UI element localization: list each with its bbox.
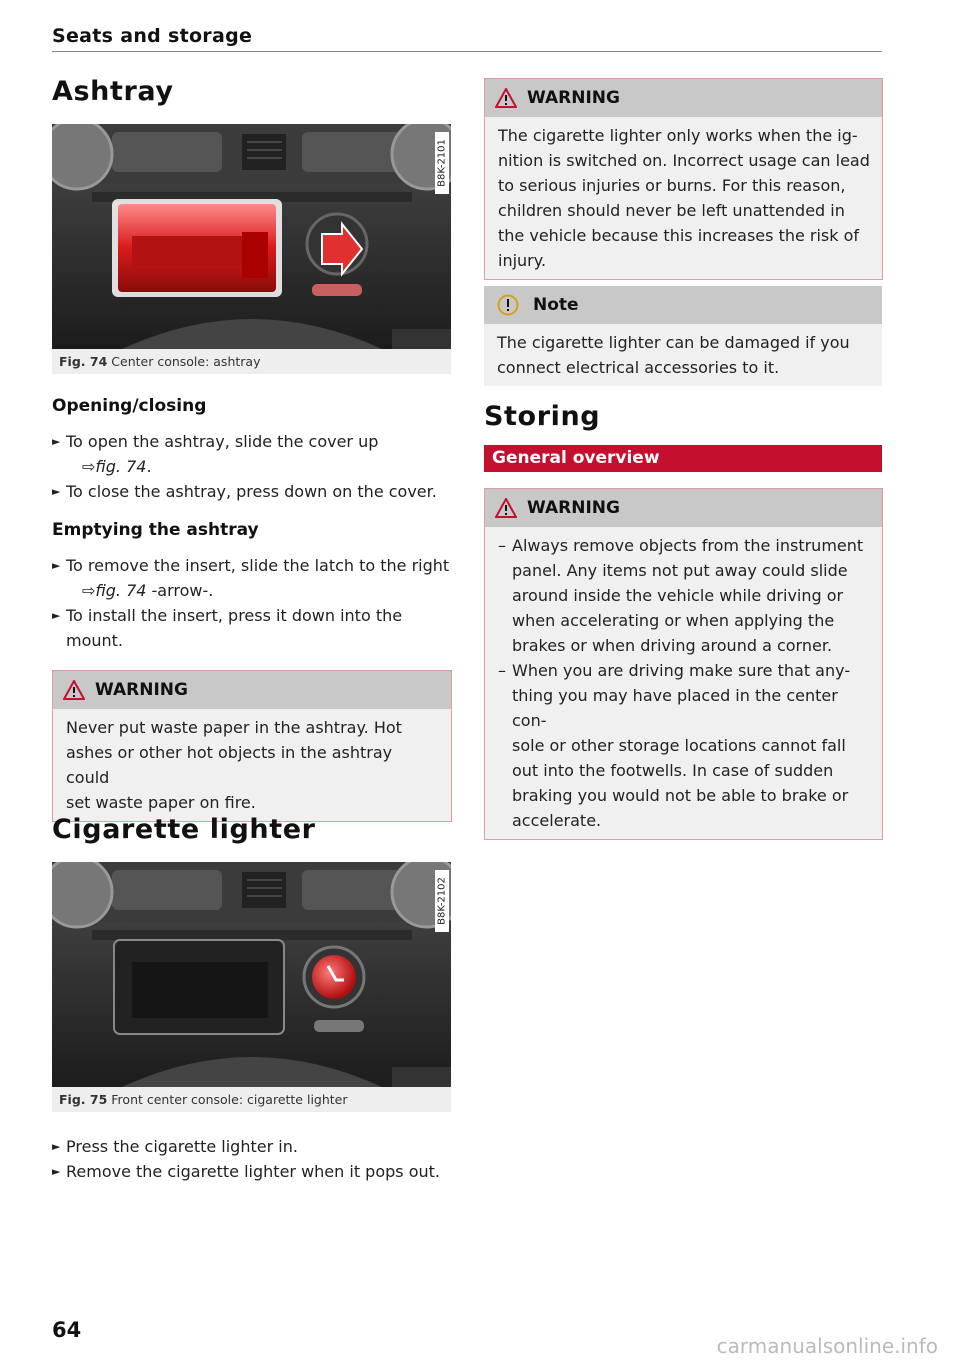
emptying-list [52, 553, 457, 653]
note-info-icon [497, 294, 519, 316]
lighter-list [52, 1134, 452, 1184]
section-header-title: Seats and storage [52, 25, 253, 47]
bullet-triangle-icon: ► [52, 435, 61, 448]
general-overview-bar: General overview [484, 445, 882, 472]
figure-75-code: B8K-2102 [435, 870, 449, 932]
figure-reference-link[interactable]: ⇨fig. 74 [82, 457, 147, 476]
list-item: – When you are driving make sure that any- thing you may have placed in the center con- sole or other storage locations cannot fall out into the footwells. In case of sudden braking you would not be able to brake or accelerate. [498, 661, 851, 830]
list-item: – Always remove objects from the instrument panel. Any items not put away could slide around inside the vehicle while driving or when accelerating or when applying the brakes or when driving around a corner. [498, 536, 864, 655]
figure-75-caption: Fig. 75 Front center console: cigarette lighter [52, 1087, 451, 1112]
warning-text: Never put waste paper in the ashtray. Hot ashes or other hot objects in the ashtray could set waste paper on fire. [66, 718, 402, 812]
lighter-note-box [484, 286, 882, 386]
figure-74 [52, 124, 451, 374]
bullet-triangle-icon: ► [52, 1165, 61, 1178]
ashtray-warning-box [52, 670, 452, 822]
figure-74-image [52, 124, 451, 349]
cigarette-lighter-title: Cigarette lighter [52, 814, 316, 845]
console-lighter-illustration [52, 862, 451, 1087]
list-item-continuation: ⇨fig. 74. [82, 457, 152, 476]
warning-text [485, 527, 882, 839]
console-ashtray-illustration [52, 124, 451, 349]
emptying-heading: Emptying the ashtray [52, 520, 259, 540]
figure-75-image [52, 862, 451, 1087]
list-item: ► To open the ashtray, slide the cover up [52, 429, 452, 454]
warning-triangle-icon [495, 88, 517, 108]
bullet-triangle-icon: ► [52, 609, 61, 622]
warning-triangle-icon [495, 498, 517, 518]
warning-triangle-icon [63, 680, 85, 700]
list-item-continuation: mount. [66, 631, 124, 650]
warning-header: WARNING [485, 79, 882, 117]
warning-header: WARNING [485, 489, 882, 527]
list-item: ► Remove the cigarette lighter when it pops out. [52, 1159, 452, 1184]
figure-74-code: B8K-2101 [435, 132, 449, 194]
bullet-triangle-icon: ► [52, 559, 61, 572]
opening-closing-list [52, 429, 452, 504]
ashtray-title: Ashtray [52, 76, 174, 107]
page-number: 64 [52, 1318, 82, 1342]
figure-74-caption: Fig. 74 Center console: ashtray [52, 349, 451, 374]
opening-closing-heading: Opening/closing [52, 396, 207, 416]
list-item: ► To install the insert, press it down into the [52, 603, 457, 628]
list-item: ► Press the cigarette lighter in. [52, 1134, 452, 1159]
list-item: ► To remove the insert, slide the latch to the right [52, 553, 457, 578]
bullet-triangle-icon: ► [52, 485, 61, 498]
figure-75 [52, 862, 451, 1112]
note-text: The cigarette lighter can be damaged if you connect electrical accessories to it. [497, 333, 850, 377]
storing-warning-box [484, 488, 883, 840]
list-item: ► To close the ashtray, press down on the cover. [52, 479, 452, 504]
list-item-continuation: ⇨fig. 74 -arrow-. [82, 581, 214, 600]
warning-text: The cigarette lighter only works when the ig- nition is switched on. Incorrect usage can lead to serious injuries or burns. For this reason, children should never be left unattended in the vehicle because this increases the risk of injury. [498, 126, 870, 270]
bullet-triangle-icon: ► [52, 1140, 61, 1153]
lighter-warning-box [484, 78, 883, 280]
storing-title: Storing [484, 401, 601, 432]
watermark: carmanualsonline.info [716, 1334, 938, 1358]
figure-reference-link[interactable]: ⇨fig. 74 [82, 581, 147, 600]
note-header: Note [484, 286, 882, 324]
header-rule [52, 51, 882, 52]
warning-header: WARNING [53, 671, 451, 709]
